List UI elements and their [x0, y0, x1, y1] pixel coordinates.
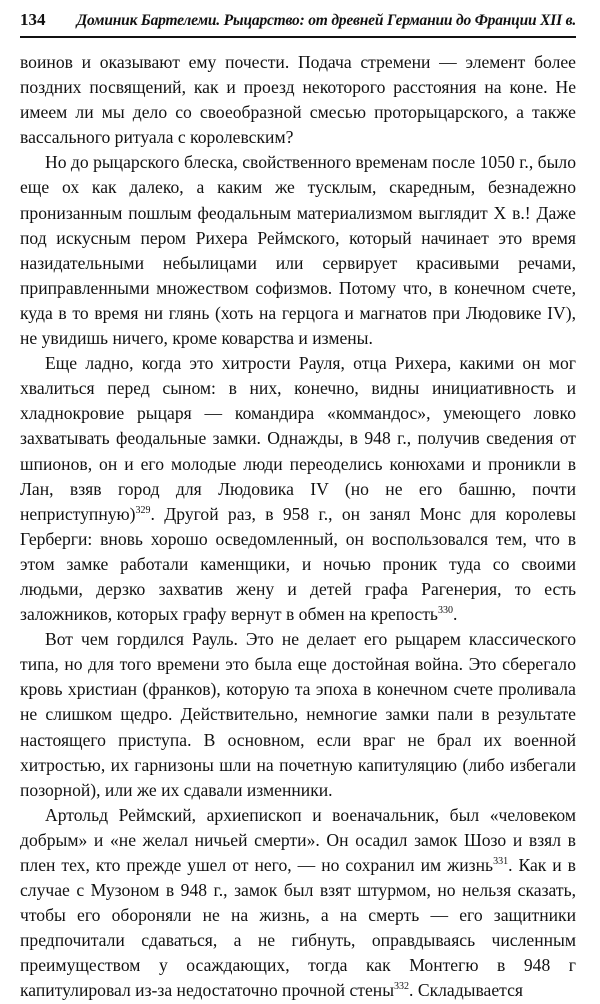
paragraph-1	[20, 50, 576, 150]
footnote-ref-330[interactable]: 330	[437, 605, 453, 617]
paragraph-text: . Другой раз, в 958 г., он занял Монс для королевы Герберги: вновь хорошо осведомленный, он воспользовался тем, что в этом замке работали каменщики, и ночью проник туда со своими людьми, дерзко захватив жену и детей графа Рагенерия, то есть заложников, которых графу вернут в обмен на крепость	[20, 503, 576, 625]
page-header	[20, 10, 576, 38]
paragraph-5	[20, 803, 576, 1004]
paragraph-text: Еще ладно, когда это хитрости Рауля, отца Рихера, какими он мог хвалиться перед сыном: в них, конечно, видны инициативность и хладнокровие рыцаря — командира «коммандос», умеющего ловко захватывать феодальные замки. Однажды, в 948 г., получив сведения от шпионов, он и его молодые люди переоделись конюхами и проникли в Лан, взяв город для Людовика IV (но не его башню, почти неприступную)	[20, 353, 576, 524]
footnote-ref-329[interactable]: 329	[135, 504, 151, 516]
paragraph-text: Артольд Реймский, архиепископ и военачальник, был «человеком добрым» и «не желал ничьей смерти». Он осадил замок Шозо и взял в плен тех, кто прежде ушел от него, — но сохранил им жизнь	[20, 804, 576, 875]
paragraph-2	[20, 150, 576, 351]
paragraph-text: Вот чем гордился Рауль. Это не делает его рыцарем классического типа, но для того времени это была еще достойная война. Это сберегало кровь христиан (франков), которую та эпоха в конечном счете проливала не слишком щедро. Действительно, немногие замки пали в результате настоящего приступа. В основном, если враг не брал их военной хитростью, их гарнизоны шли на почетную капитуляцию (либо избегали позорной), или же их сдавали изменники.	[20, 629, 576, 800]
paragraph-text: . Складывается	[409, 980, 523, 1001]
paragraph-text: . Как и в случае с Музоном в 948 г., замок был взят штурмом, но нельзя сказать, чтобы его обороняли не на жизнь, а на смерть — его защитники предпочитали сдаваться, а не гибнуть, оправдываясь численным преимуществом у осаждающих, тогда как Монтегю в 948 г капитулировал из-за недостаточно прочной стены	[20, 855, 576, 1001]
page-number: 134	[20, 10, 46, 29]
running-title: Доминик Бартелеми. Рыцарство: от древней Германии до Франции XII в.	[76, 12, 576, 29]
paragraph-text: .	[452, 604, 458, 625]
page-body	[20, 50, 576, 1004]
footnote-ref-331[interactable]: 331	[493, 856, 509, 868]
paragraph-3	[20, 351, 576, 627]
footnote-ref-332[interactable]: 332	[394, 981, 410, 993]
paragraph-text: Но до рыцарского блеска, свойственного временам после 1050 г., было еще ох как далеко, а каким же тусклым, скаредным, безнадежно пронизанным пошлым феодальным материализмом выглядит X в.! Даже под искусным пером Рихера Реймского, который начинает это время назидательными небылицами или сервирует красивыми речами, приправленными множеством софизмов. Потому что, в конечном счете, куда в то время ни глянь (хоть на герцога и магнатов при Людовике IV), не увидишь ничего, кроме коварства и измены.	[20, 152, 576, 349]
paragraph-4	[20, 627, 576, 803]
paragraph-text: воинов и оказывают ему почести. Подача стремени — элемент более поздних посвящений, как и проезд некоторого расстояния на коне. Не имеем ли мы дело со своеобразной смесью проторыцарского, а также вассального ритуала с королевским?	[20, 52, 576, 148]
